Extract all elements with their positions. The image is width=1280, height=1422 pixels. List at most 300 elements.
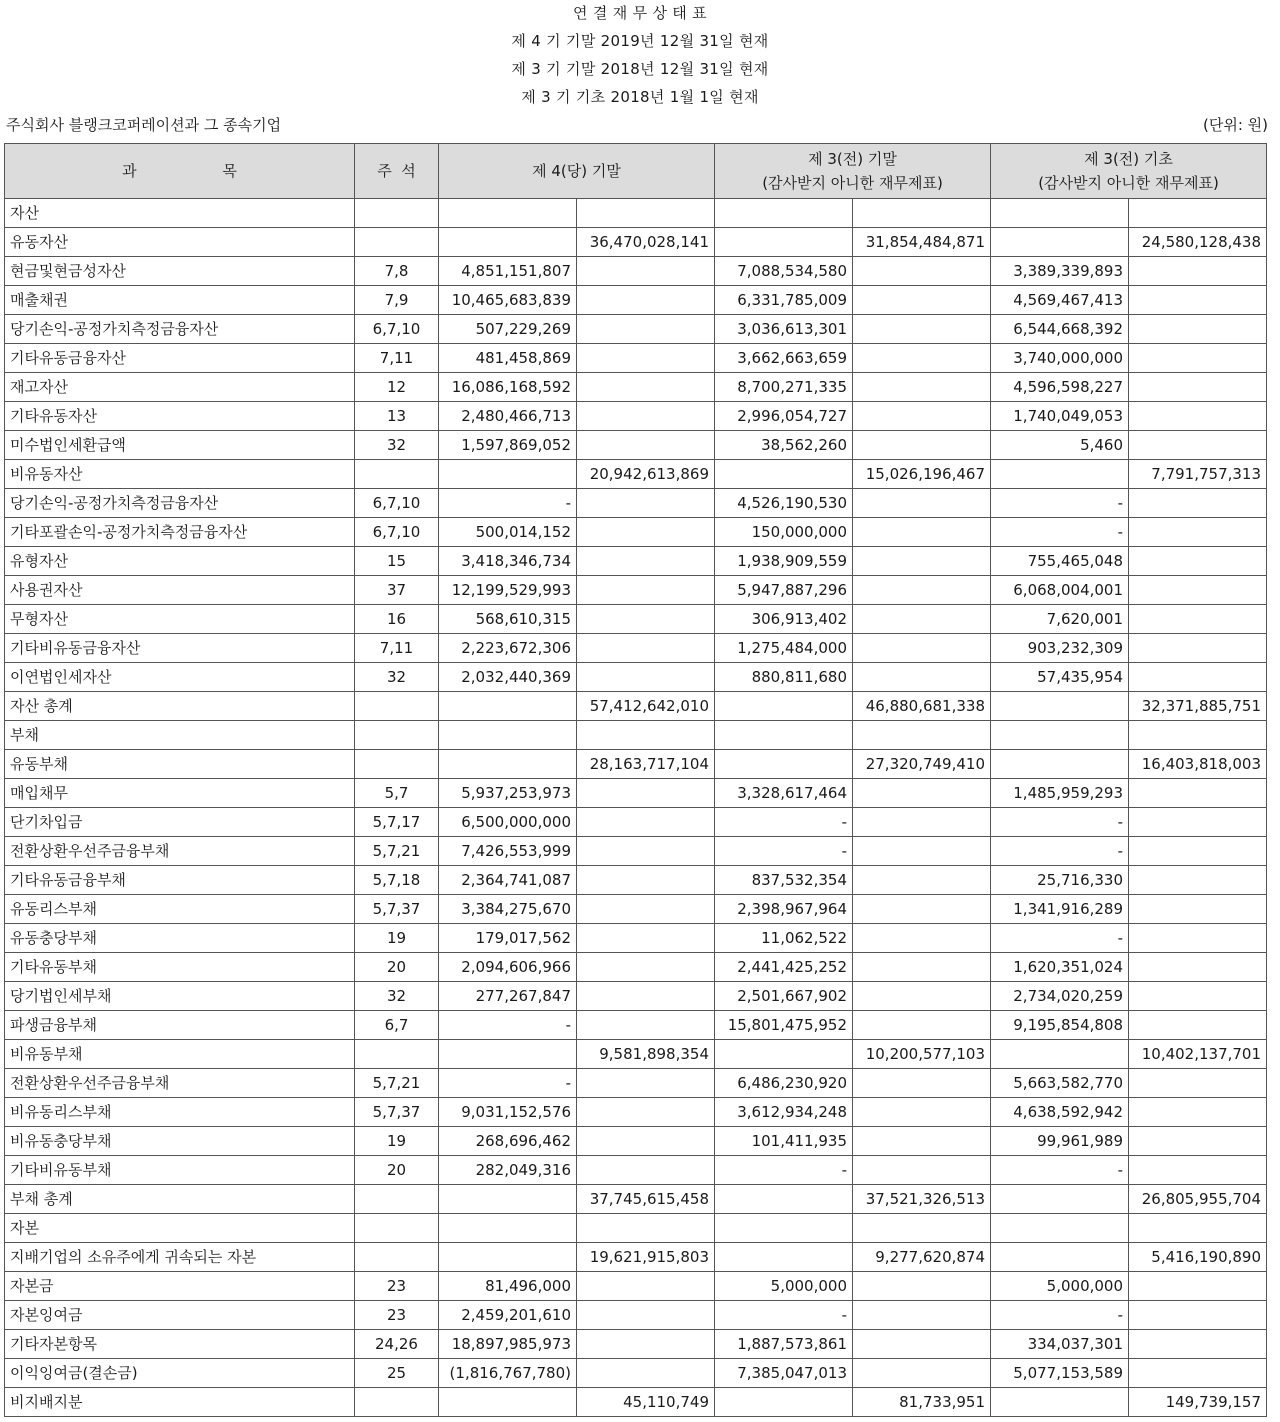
amount-cell: 37,745,615,458 bbox=[577, 1185, 715, 1214]
account-label: 당기손익-공정가치측정금융자산 bbox=[5, 315, 355, 344]
table-row bbox=[5, 1359, 1267, 1388]
amount-cell: 7,620,001 bbox=[991, 605, 1129, 634]
account-label: 재고자산 bbox=[5, 373, 355, 402]
note-ref: 19 bbox=[355, 924, 439, 953]
amount-cell bbox=[853, 808, 991, 837]
amount-cell: 6,331,785,009 bbox=[715, 286, 853, 315]
note-ref: 13 bbox=[355, 402, 439, 431]
period-line-current-end: 제 4 기 기말 2019년 12월 31일 현재 bbox=[511, 32, 769, 50]
amount-cell: 16,403,818,003 bbox=[1129, 750, 1267, 779]
amount-cell bbox=[853, 402, 991, 431]
statement-titles bbox=[0, 0, 1280, 114]
amount-cell bbox=[853, 1098, 991, 1127]
account-label: 유동리스부채 bbox=[5, 895, 355, 924]
amount-cell bbox=[853, 1359, 991, 1388]
amount-cell bbox=[1129, 953, 1267, 982]
note-ref: 6,7,10 bbox=[355, 315, 439, 344]
amount-cell: 2,501,667,902 bbox=[715, 982, 853, 1011]
amount-cell bbox=[853, 1156, 991, 1185]
amount-cell bbox=[577, 779, 715, 808]
table-row bbox=[5, 750, 1267, 779]
amount-cell bbox=[853, 1301, 991, 1330]
amount-cell: 31,854,484,871 bbox=[853, 228, 991, 257]
amount-cell bbox=[577, 402, 715, 431]
amount-cell bbox=[853, 431, 991, 460]
amount-cell: 903,232,309 bbox=[991, 634, 1129, 663]
account-label: 비유동충당부채 bbox=[5, 1127, 355, 1156]
amount-cell: 12,199,529,993 bbox=[439, 576, 577, 605]
table-row bbox=[5, 721, 1267, 750]
amount-cell: 81,733,951 bbox=[853, 1388, 991, 1417]
amount-cell: 5,937,253,973 bbox=[439, 779, 577, 808]
amount-cell: - bbox=[439, 1011, 577, 1040]
account-label: 비유동자산 bbox=[5, 460, 355, 489]
account-label: 비유동부채 bbox=[5, 1040, 355, 1069]
note-ref: 5,7 bbox=[355, 779, 439, 808]
amount-cell: 20,942,613,869 bbox=[577, 460, 715, 489]
account-label: 자본 bbox=[5, 1214, 355, 1243]
table-row bbox=[5, 779, 1267, 808]
table-row bbox=[5, 431, 1267, 460]
amount-cell: 500,014,152 bbox=[439, 518, 577, 547]
amount-cell: - bbox=[991, 808, 1129, 837]
amount-cell: 3,418,346,734 bbox=[439, 547, 577, 576]
amount-cell bbox=[577, 1214, 715, 1243]
amount-cell bbox=[1129, 257, 1267, 286]
amount-cell bbox=[577, 431, 715, 460]
amount-cell bbox=[1129, 199, 1267, 228]
amount-cell bbox=[853, 1330, 991, 1359]
amount-cell bbox=[577, 953, 715, 982]
amount-cell: 4,596,598,227 bbox=[991, 373, 1129, 402]
amount-cell bbox=[715, 721, 853, 750]
amount-cell bbox=[715, 1185, 853, 1214]
amount-cell: 37,521,326,513 bbox=[853, 1185, 991, 1214]
amount-cell bbox=[1129, 1127, 1267, 1156]
amount-cell bbox=[577, 344, 715, 373]
header-note: 주 석 bbox=[355, 144, 439, 199]
amount-cell bbox=[853, 576, 991, 605]
amount-cell: 5,077,153,589 bbox=[991, 1359, 1129, 1388]
table-row bbox=[5, 228, 1267, 257]
amount-cell: 8,700,271,335 bbox=[715, 373, 853, 402]
amount-cell: 15,801,475,952 bbox=[715, 1011, 853, 1040]
amount-cell: 1,620,351,024 bbox=[991, 953, 1129, 982]
note-ref: 5,7,17 bbox=[355, 808, 439, 837]
amount-cell: 837,532,354 bbox=[715, 866, 853, 895]
amount-cell bbox=[991, 1214, 1129, 1243]
amount-cell bbox=[1129, 1359, 1267, 1388]
account-label: 당기법인세부채 bbox=[5, 982, 355, 1011]
table-row bbox=[5, 1272, 1267, 1301]
note-ref: 6,7,10 bbox=[355, 489, 439, 518]
amount-cell bbox=[853, 199, 991, 228]
account-label: 비지배지분 bbox=[5, 1388, 355, 1417]
amount-cell: 28,163,717,104 bbox=[577, 750, 715, 779]
table-row bbox=[5, 1011, 1267, 1040]
note-ref: 7,11 bbox=[355, 634, 439, 663]
note-ref bbox=[355, 1185, 439, 1214]
amount-cell: 25,716,330 bbox=[991, 866, 1129, 895]
amount-cell bbox=[1129, 779, 1267, 808]
amount-cell bbox=[853, 605, 991, 634]
amount-cell: 2,032,440,369 bbox=[439, 663, 577, 692]
amount-cell bbox=[853, 982, 991, 1011]
amount-cell bbox=[577, 895, 715, 924]
amount-cell bbox=[577, 924, 715, 953]
amount-cell bbox=[991, 1388, 1129, 1417]
amount-cell bbox=[577, 1272, 715, 1301]
amount-cell bbox=[439, 692, 577, 721]
amount-cell bbox=[853, 924, 991, 953]
amount-cell bbox=[1129, 1301, 1267, 1330]
table-row bbox=[5, 924, 1267, 953]
amount-cell bbox=[715, 1214, 853, 1243]
amount-cell: 282,049,316 bbox=[439, 1156, 577, 1185]
amount-cell: 2,364,741,087 bbox=[439, 866, 577, 895]
amount-cell: 3,740,000,000 bbox=[991, 344, 1129, 373]
table-row bbox=[5, 866, 1267, 895]
amount-cell bbox=[439, 228, 577, 257]
note-ref: 23 bbox=[355, 1301, 439, 1330]
amount-cell bbox=[577, 837, 715, 866]
account-label: 매출채권 bbox=[5, 286, 355, 315]
table-row bbox=[5, 663, 1267, 692]
account-label: 기타유동부채 bbox=[5, 953, 355, 982]
amount-cell bbox=[991, 1185, 1129, 1214]
amount-cell: 24,580,128,438 bbox=[1129, 228, 1267, 257]
amount-cell bbox=[1129, 1098, 1267, 1127]
note-ref: 5,7,37 bbox=[355, 895, 439, 924]
amount-cell bbox=[853, 257, 991, 286]
amount-cell bbox=[991, 460, 1129, 489]
amount-cell bbox=[439, 1243, 577, 1272]
table-row bbox=[5, 953, 1267, 982]
account-label: 당기손익-공정가치측정금융자산 bbox=[5, 489, 355, 518]
amount-cell: 6,068,004,001 bbox=[991, 576, 1129, 605]
amount-cell: 5,000,000 bbox=[991, 1272, 1129, 1301]
amount-cell: - bbox=[991, 837, 1129, 866]
note-ref bbox=[355, 692, 439, 721]
table-row bbox=[5, 315, 1267, 344]
amount-cell: 2,996,054,727 bbox=[715, 402, 853, 431]
amount-cell bbox=[1129, 663, 1267, 692]
table-row bbox=[5, 1185, 1267, 1214]
header-period3-begin-title: 제 3(전) 기초 bbox=[1084, 150, 1173, 168]
amount-cell bbox=[1129, 895, 1267, 924]
amount-cell: 1,597,869,052 bbox=[439, 431, 577, 460]
amount-cell: 7,791,757,313 bbox=[1129, 460, 1267, 489]
table-row bbox=[5, 1330, 1267, 1359]
amount-cell: 18,897,985,973 bbox=[439, 1330, 577, 1359]
amount-cell: - bbox=[715, 1156, 853, 1185]
amount-cell bbox=[991, 750, 1129, 779]
amount-cell bbox=[577, 518, 715, 547]
amount-cell bbox=[853, 1214, 991, 1243]
amount-cell: - bbox=[439, 489, 577, 518]
amount-cell bbox=[1129, 1272, 1267, 1301]
table-row bbox=[5, 1040, 1267, 1069]
amount-cell bbox=[715, 199, 853, 228]
amount-cell: 5,416,190,890 bbox=[1129, 1243, 1267, 1272]
amount-cell bbox=[1129, 1330, 1267, 1359]
amount-cell bbox=[715, 750, 853, 779]
account-label: 사용권자산 bbox=[5, 576, 355, 605]
amount-cell: 1,341,916,289 bbox=[991, 895, 1129, 924]
amount-cell bbox=[1129, 518, 1267, 547]
amount-cell: 101,411,935 bbox=[715, 1127, 853, 1156]
amount-cell bbox=[1129, 286, 1267, 315]
amount-cell: 9,277,620,874 bbox=[853, 1243, 991, 1272]
amount-cell bbox=[1129, 431, 1267, 460]
account-label: 부채 bbox=[5, 721, 355, 750]
amount-cell bbox=[577, 1011, 715, 1040]
note-ref bbox=[355, 1388, 439, 1417]
table-row bbox=[5, 634, 1267, 663]
amount-cell bbox=[577, 866, 715, 895]
account-label: 전환상환우선주금융부채 bbox=[5, 1069, 355, 1098]
amount-cell bbox=[439, 199, 577, 228]
amount-cell bbox=[577, 1069, 715, 1098]
amount-cell bbox=[853, 779, 991, 808]
account-label: 유동자산 bbox=[5, 228, 355, 257]
amount-cell: 880,811,680 bbox=[715, 663, 853, 692]
account-label: 매입채무 bbox=[5, 779, 355, 808]
amount-cell: 11,062,522 bbox=[715, 924, 853, 953]
amount-cell: 4,569,467,413 bbox=[991, 286, 1129, 315]
account-label: 이연법인세자산 bbox=[5, 663, 355, 692]
note-ref bbox=[355, 460, 439, 489]
amount-cell bbox=[577, 1359, 715, 1388]
amount-cell: 507,229,269 bbox=[439, 315, 577, 344]
amount-cell: 19,621,915,803 bbox=[577, 1243, 715, 1272]
amount-cell bbox=[853, 634, 991, 663]
amount-cell: 2,459,201,610 bbox=[439, 1301, 577, 1330]
amount-cell: - bbox=[715, 1301, 853, 1330]
amount-cell: 1,485,959,293 bbox=[991, 779, 1129, 808]
amount-cell: 2,223,672,306 bbox=[439, 634, 577, 663]
note-ref: 7,11 bbox=[355, 344, 439, 373]
amount-cell: 7,426,553,999 bbox=[439, 837, 577, 866]
amount-cell: 3,612,934,248 bbox=[715, 1098, 853, 1127]
amount-cell: 306,913,402 bbox=[715, 605, 853, 634]
amount-cell: 3,384,275,670 bbox=[439, 895, 577, 924]
unit-label: (단위: 원) bbox=[1203, 116, 1268, 134]
table-row bbox=[5, 373, 1267, 402]
table-row bbox=[5, 257, 1267, 286]
header-period3-end-subtitle: (감사받지 아니한 재무제표) bbox=[762, 174, 943, 192]
amount-cell bbox=[1129, 837, 1267, 866]
amount-cell bbox=[991, 199, 1129, 228]
table-row bbox=[5, 837, 1267, 866]
amount-cell: 16,086,168,592 bbox=[439, 373, 577, 402]
amount-cell bbox=[439, 460, 577, 489]
account-label: 자본금 bbox=[5, 1272, 355, 1301]
amount-cell bbox=[1129, 576, 1267, 605]
amount-cell bbox=[715, 1243, 853, 1272]
amount-cell bbox=[1129, 808, 1267, 837]
amount-cell bbox=[853, 286, 991, 315]
amount-cell bbox=[1129, 315, 1267, 344]
balance-sheet-table bbox=[4, 143, 1267, 1417]
amount-cell bbox=[577, 721, 715, 750]
amount-cell: 268,696,462 bbox=[439, 1127, 577, 1156]
account-label: 전환상환우선주금융부채 bbox=[5, 837, 355, 866]
amount-cell bbox=[853, 547, 991, 576]
amount-cell bbox=[853, 373, 991, 402]
account-label: 기타비유동부채 bbox=[5, 1156, 355, 1185]
amount-cell: - bbox=[715, 837, 853, 866]
amount-cell: 5,000,000 bbox=[715, 1272, 853, 1301]
table-row bbox=[5, 895, 1267, 924]
amount-cell bbox=[853, 866, 991, 895]
table-row bbox=[5, 489, 1267, 518]
amount-cell bbox=[853, 1069, 991, 1098]
amount-cell: 149,739,157 bbox=[1129, 1388, 1267, 1417]
table-row bbox=[5, 982, 1267, 1011]
amount-cell: - bbox=[715, 808, 853, 837]
note-ref: 19 bbox=[355, 1127, 439, 1156]
amount-cell: - bbox=[991, 1301, 1129, 1330]
amount-cell bbox=[715, 692, 853, 721]
header-period3-begin-subtitle: (감사받지 아니한 재무제표) bbox=[1038, 174, 1219, 192]
account-label: 비유동리스부채 bbox=[5, 1098, 355, 1127]
amount-cell bbox=[439, 1185, 577, 1214]
amount-cell: 2,398,967,964 bbox=[715, 895, 853, 924]
note-ref bbox=[355, 721, 439, 750]
amount-cell: 32,371,885,751 bbox=[1129, 692, 1267, 721]
amount-cell: 38,562,260 bbox=[715, 431, 853, 460]
table-row bbox=[5, 1127, 1267, 1156]
amount-cell: 27,320,749,410 bbox=[853, 750, 991, 779]
amount-cell bbox=[439, 1388, 577, 1417]
amount-cell bbox=[715, 460, 853, 489]
table-row bbox=[5, 808, 1267, 837]
header-period3-end bbox=[715, 144, 991, 199]
table-row bbox=[5, 1243, 1267, 1272]
table-row bbox=[5, 1214, 1267, 1243]
header-period4: 제 4(당) 기말 bbox=[439, 144, 715, 199]
note-ref: 12 bbox=[355, 373, 439, 402]
amount-cell: 1,938,909,559 bbox=[715, 547, 853, 576]
amount-cell: 10,402,137,701 bbox=[1129, 1040, 1267, 1069]
amount-cell: 7,088,534,580 bbox=[715, 257, 853, 286]
amount-cell bbox=[853, 837, 991, 866]
amount-cell bbox=[853, 721, 991, 750]
note-ref: 15 bbox=[355, 547, 439, 576]
statement-meta bbox=[0, 114, 1280, 140]
amount-cell bbox=[439, 1040, 577, 1069]
amount-cell: - bbox=[991, 1156, 1129, 1185]
amount-cell: - bbox=[991, 924, 1129, 953]
account-label: 유동충당부채 bbox=[5, 924, 355, 953]
note-ref bbox=[355, 1243, 439, 1272]
note-ref: 6,7,10 bbox=[355, 518, 439, 547]
amount-cell bbox=[991, 1243, 1129, 1272]
amount-cell: 1,887,573,861 bbox=[715, 1330, 853, 1359]
note-ref: 32 bbox=[355, 431, 439, 460]
table-row bbox=[5, 1388, 1267, 1417]
account-label: 자본잉여금 bbox=[5, 1301, 355, 1330]
amount-cell: 3,662,663,659 bbox=[715, 344, 853, 373]
account-label: 지배기업의 소유주에게 귀속되는 자본 bbox=[5, 1243, 355, 1272]
amount-cell bbox=[715, 228, 853, 257]
amount-cell: 36,470,028,141 bbox=[577, 228, 715, 257]
amount-cell bbox=[991, 692, 1129, 721]
note-ref: 6,7 bbox=[355, 1011, 439, 1040]
amount-cell bbox=[577, 489, 715, 518]
amount-cell bbox=[577, 547, 715, 576]
amount-cell: 99,961,989 bbox=[991, 1127, 1129, 1156]
amount-cell bbox=[853, 953, 991, 982]
amount-cell bbox=[577, 257, 715, 286]
table-header-row bbox=[5, 144, 1267, 199]
amount-cell: 15,026,196,467 bbox=[853, 460, 991, 489]
account-label: 부채 총계 bbox=[5, 1185, 355, 1214]
table-row bbox=[5, 402, 1267, 431]
account-label: 기타유동자산 bbox=[5, 402, 355, 431]
amount-cell: 9,031,152,576 bbox=[439, 1098, 577, 1127]
account-label: 기타유동금융자산 bbox=[5, 344, 355, 373]
amount-cell: 3,328,617,464 bbox=[715, 779, 853, 808]
amount-cell bbox=[1129, 982, 1267, 1011]
amount-cell: 1,740,049,053 bbox=[991, 402, 1129, 431]
account-label: 단기차입금 bbox=[5, 808, 355, 837]
amount-cell: 26,805,955,704 bbox=[1129, 1185, 1267, 1214]
table-row bbox=[5, 518, 1267, 547]
header-period3-end-title: 제 3(전) 기말 bbox=[808, 150, 897, 168]
amount-cell bbox=[991, 1040, 1129, 1069]
note-ref: 16 bbox=[355, 605, 439, 634]
amount-cell: 9,195,854,808 bbox=[991, 1011, 1129, 1040]
amount-cell: 7,385,047,013 bbox=[715, 1359, 853, 1388]
amount-cell: 481,458,869 bbox=[439, 344, 577, 373]
amount-cell: 6,500,000,000 bbox=[439, 808, 577, 837]
amount-cell: 150,000,000 bbox=[715, 518, 853, 547]
account-label: 기타유동금융부채 bbox=[5, 866, 355, 895]
amount-cell bbox=[715, 1388, 853, 1417]
table-row bbox=[5, 344, 1267, 373]
amount-cell: 2,094,606,966 bbox=[439, 953, 577, 982]
amount-cell bbox=[577, 663, 715, 692]
amount-cell: 10,200,577,103 bbox=[853, 1040, 991, 1069]
amount-cell bbox=[853, 344, 991, 373]
amount-cell bbox=[853, 895, 991, 924]
amount-cell bbox=[577, 982, 715, 1011]
amount-cell bbox=[577, 286, 715, 315]
amount-cell: 45,110,749 bbox=[577, 1388, 715, 1417]
amount-cell bbox=[853, 663, 991, 692]
amount-cell: 5,663,582,770 bbox=[991, 1069, 1129, 1098]
note-ref: 7,9 bbox=[355, 286, 439, 315]
amount-cell: 9,581,898,354 bbox=[577, 1040, 715, 1069]
note-ref bbox=[355, 750, 439, 779]
table-row bbox=[5, 605, 1267, 634]
amount-cell: 2,441,425,252 bbox=[715, 953, 853, 982]
amount-cell: 4,851,151,807 bbox=[439, 257, 577, 286]
amount-cell bbox=[853, 518, 991, 547]
amount-cell bbox=[1129, 1069, 1267, 1098]
amount-cell bbox=[853, 1127, 991, 1156]
amount-cell: 2,480,466,713 bbox=[439, 402, 577, 431]
amount-cell: 755,465,048 bbox=[991, 547, 1129, 576]
amount-cell bbox=[1129, 721, 1267, 750]
note-ref: 20 bbox=[355, 1156, 439, 1185]
amount-cell: 6,486,230,920 bbox=[715, 1069, 853, 1098]
amount-cell: 3,389,339,893 bbox=[991, 257, 1129, 286]
amount-cell bbox=[991, 228, 1129, 257]
amount-cell: 4,638,592,942 bbox=[991, 1098, 1129, 1127]
